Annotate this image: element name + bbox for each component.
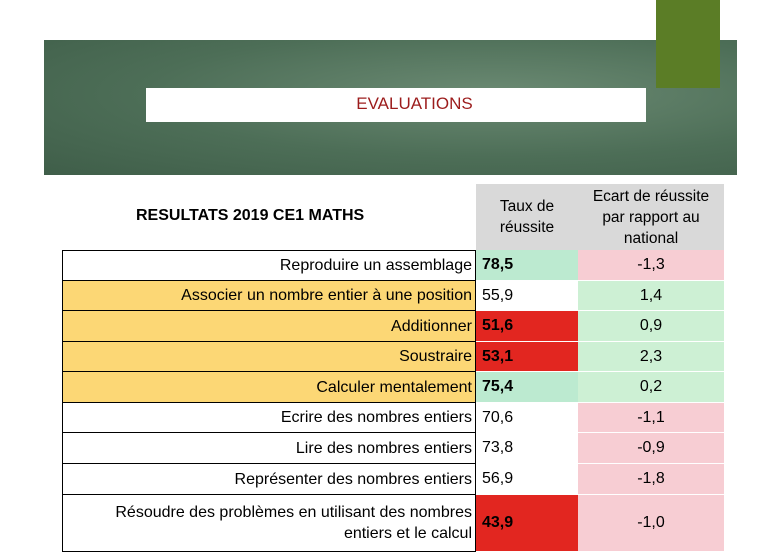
table-subtitle: RESULTATS 2019 CE1 MATHS (136, 207, 365, 224)
national-gap: 0,2 (578, 372, 724, 403)
column-header-gap (578, 184, 724, 250)
success-rate: 75,4 (476, 372, 578, 403)
national-gap: -1,8 (578, 464, 724, 495)
success-rate: 51,6 (476, 311, 578, 342)
success-rate: 53,1 (476, 342, 578, 372)
table-row (62, 403, 724, 433)
table-row (62, 464, 724, 495)
skill-label: Calculer mentalement (62, 372, 476, 403)
skill-label: Soustraire (62, 342, 476, 372)
table-row (62, 250, 724, 281)
national-gap: -1,0 (578, 495, 724, 552)
table-row (62, 495, 724, 552)
table-row (62, 372, 724, 403)
success-rate: 73,8 (476, 433, 578, 464)
national-gap: -0,9 (578, 433, 724, 464)
national-gap: -1,1 (578, 403, 724, 433)
skill-label: Additionner (62, 311, 476, 342)
skill-label: Reproduire un assemblage (62, 250, 476, 281)
table-row (62, 311, 724, 342)
skill-label: Résoudre des problèmes en utilisant des nombres entiers et le calcul (62, 495, 476, 552)
success-rate: 78,5 (476, 250, 578, 281)
table-row (62, 342, 724, 372)
skill-label: Associer un nombre entier à une position (62, 281, 476, 311)
page-title: EVALUATIONS (356, 94, 473, 113)
success-rate: 43,9 (476, 495, 578, 552)
success-rate: 56,9 (476, 464, 578, 495)
success-rate: 55,9 (476, 281, 578, 311)
national-gap: -1,3 (578, 250, 724, 281)
column-header-gap-label: Ecart de réussite par rapport au national (592, 187, 710, 247)
title-box (146, 88, 646, 122)
skill-label: Ecrire des nombres entiers (62, 403, 476, 433)
success-rate: 70,6 (476, 403, 578, 433)
national-gap: 1,4 (578, 281, 724, 311)
skill-label: Représenter des nombres entiers (62, 464, 476, 495)
column-header-rate (476, 184, 578, 250)
skill-label: Lire des nombres entiers (62, 433, 476, 464)
table-row (62, 433, 724, 464)
national-gap: 0,9 (578, 311, 724, 342)
table-row (62, 281, 724, 311)
column-header-rate-label: Taux de réussite (499, 198, 555, 236)
accent-bar (656, 0, 720, 88)
national-gap: 2,3 (578, 342, 724, 372)
